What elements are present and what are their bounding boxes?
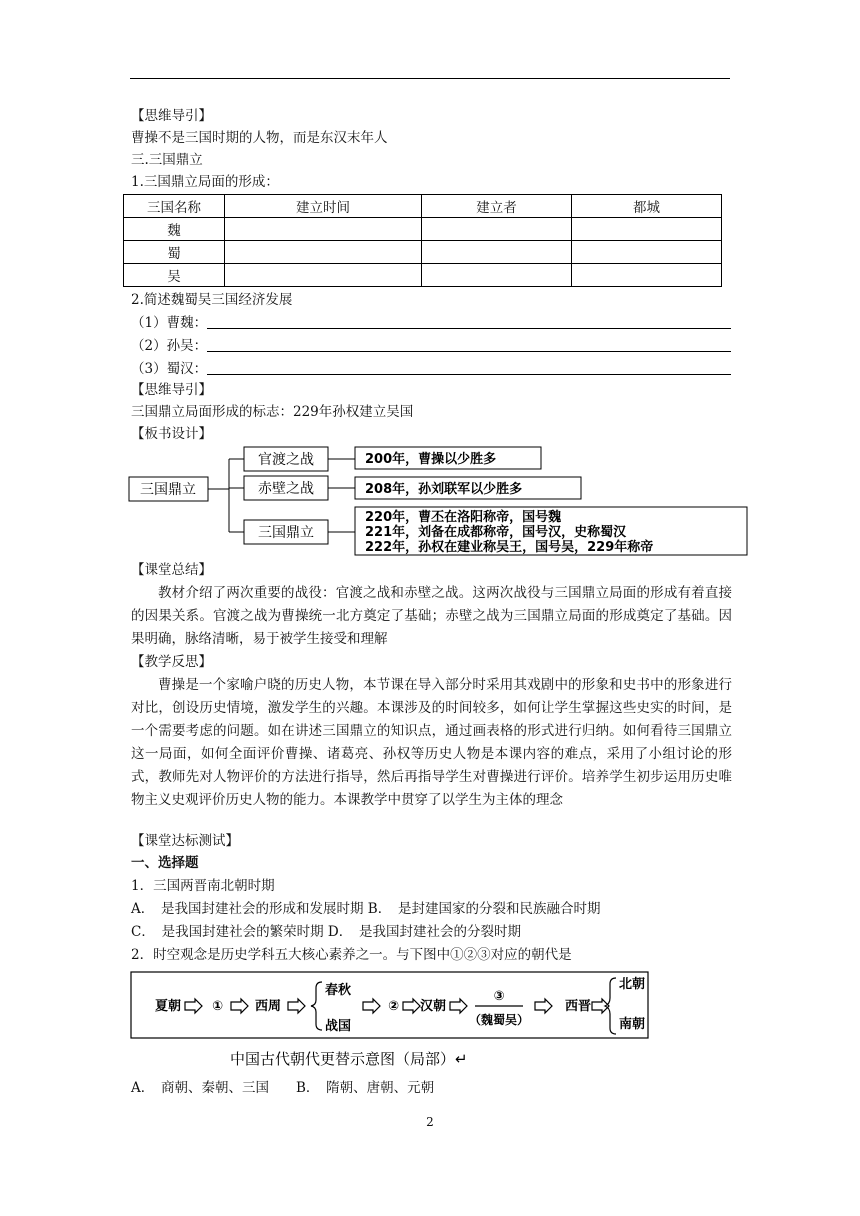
table-cell: 魏 xyxy=(124,218,225,241)
board-root-label: 三国鼎立 xyxy=(140,482,196,498)
arrow-icon xyxy=(288,999,305,1013)
dynasty-warring-states: 战国 xyxy=(325,1019,352,1034)
arrow-icon xyxy=(185,999,202,1013)
table-cell: 蜀 xyxy=(124,241,225,264)
guide2-text: 三国鼎立局面形成的标志：229年孙权建立吴国 xyxy=(131,404,414,420)
brace-icon xyxy=(605,978,616,1034)
question-1: 1．三国两晋南北朝时期 xyxy=(131,878,275,894)
dynasty-northern: 北朝 xyxy=(619,977,646,992)
page-number: 2 xyxy=(426,1115,434,1129)
fill-label: （1）曹魏： xyxy=(131,315,208,331)
dynasty-blank-1: ① xyxy=(212,999,224,1014)
q2-title: 2.简述魏蜀吴三国经济发展 xyxy=(131,292,293,308)
diagram-caption: 中国古代朝代更替示意图（局部）↵ xyxy=(230,1050,468,1068)
dynasty-han: 汉朝 xyxy=(420,999,447,1014)
board-b1-label: 官渡之战 xyxy=(258,452,314,468)
question-2: 2．时空观念是历史学科五大核心素养之一。与下图中①②③对应的朝代是 xyxy=(131,947,572,963)
question-2-options-ab: A． 商朝、秦朝、三国 B． 隋朝、唐朝、元朝 xyxy=(131,1080,435,1096)
board-b3-desc-line: 222年，孙权在建业称吴王，国号吴，229年称帝 xyxy=(365,540,654,555)
choice-heading: 一、选择题 xyxy=(131,855,199,871)
arrow-icon xyxy=(403,999,420,1013)
question-1-options-ab: A． 是我国封建社会的形成和发展时期 B． 是封建国家的分裂和民族融合时期 xyxy=(131,901,601,917)
arrow-icon xyxy=(231,999,248,1013)
dynasty-blank-2: ② xyxy=(388,999,400,1014)
question-1-options-cd: C． 是我国封建社会的繁荣时期 D． 是我国封建社会的分裂时期 xyxy=(131,924,521,940)
board-b3-desc-line: 220年，曹丕在洛阳称帝，国号魏 xyxy=(365,510,562,525)
dynasty-spring-autumn: 春秋 xyxy=(325,983,352,998)
board-heading: 【板书设计】 xyxy=(131,426,212,442)
q1-title: 1.三国鼎立局面的形成： xyxy=(131,174,279,190)
table-header: 都城 xyxy=(572,195,722,218)
dynasty-three-kingdoms-note: （魏蜀吴） xyxy=(468,1013,530,1027)
dynasty-western-jin: 西晋 xyxy=(565,999,592,1014)
table-header: 建立者 xyxy=(422,195,572,218)
reflect-text: 曹操是一个家喻户晓的历史人物，本节课在导入部分时采用其戏剧中的形象和史书中的形象进行对比，创设历史情境，激发学生的兴趣。本课涉及的时间较多，如何让学生掌握这些史实的时间，是一个需要考虑的问题。如在讲述三国鼎立的知识点，通过画表格的形式进行归纳。如何看待三国鼎立这一局面，如何全面评价曹操、诸葛亮、孙权等历史人物是本课内容的难点，采用了小组讨论的形式，教师先对人物评价的方法进行指导，然后再指导学生对曹操进行评价。培养学生初步运用历史唯物主义史观评价历史人物的能力。本课教学中贯穿了以学生为主体的理念 xyxy=(131,677,732,808)
dynasty-western-zhou: 西周 xyxy=(255,999,282,1014)
guide2-heading: 【思维导引】 xyxy=(131,382,212,398)
table-cell: 吴 xyxy=(124,264,225,287)
section3-title: 三.三国鼎立 xyxy=(131,152,203,168)
brace-icon xyxy=(311,982,322,1030)
fill-label: （3）蜀汉： xyxy=(131,361,208,377)
arrow-icon xyxy=(592,999,609,1013)
guide1-text: 曹操不是三国时期的人物，而是东汉末年人 xyxy=(131,130,388,146)
board-b2-label: 赤壁之战 xyxy=(258,481,314,497)
arrow-icon xyxy=(535,999,552,1013)
summary-heading: 【课堂总结】 xyxy=(131,562,212,578)
test-heading: 【课堂达标测试】 xyxy=(131,833,239,849)
summary-text: 教材介绍了两次重要的战役：官渡之战和赤壁之战。这两次战役与三国鼎立局面的形成有着直接的因果关系。官渡之战为曹操统一北方奠定了基础；赤壁之战为三国鼎立局面的形成奠定了基础。因果明确，脉络清晰，易于被学生接受和理解 xyxy=(131,585,732,647)
table-header: 建立时间 xyxy=(225,195,422,218)
arrow-icon xyxy=(450,999,467,1013)
fill-label: （2）孙吴： xyxy=(131,338,208,354)
board-b1-desc: 200年，曹操以少胜多 xyxy=(365,452,497,467)
dynasty-blank-3: ③ xyxy=(493,989,505,1004)
dynasty-xia: 夏朝 xyxy=(155,999,182,1014)
table-header: 三国名称 xyxy=(124,195,225,218)
board-b3-desc-line: 221年，刘备在成都称帝，国号汉，史称蜀汉 xyxy=(365,525,627,540)
reflect-heading: 【教学反思】 xyxy=(131,654,212,670)
dynasty-southern: 南朝 xyxy=(619,1017,646,1032)
arrow-icon xyxy=(363,999,380,1013)
guide1-heading: 【思维导引】 xyxy=(131,108,212,124)
board-b3-label: 三国鼎立 xyxy=(258,525,314,541)
board-b2-desc: 208年，孙刘联军以少胜多 xyxy=(365,482,523,497)
